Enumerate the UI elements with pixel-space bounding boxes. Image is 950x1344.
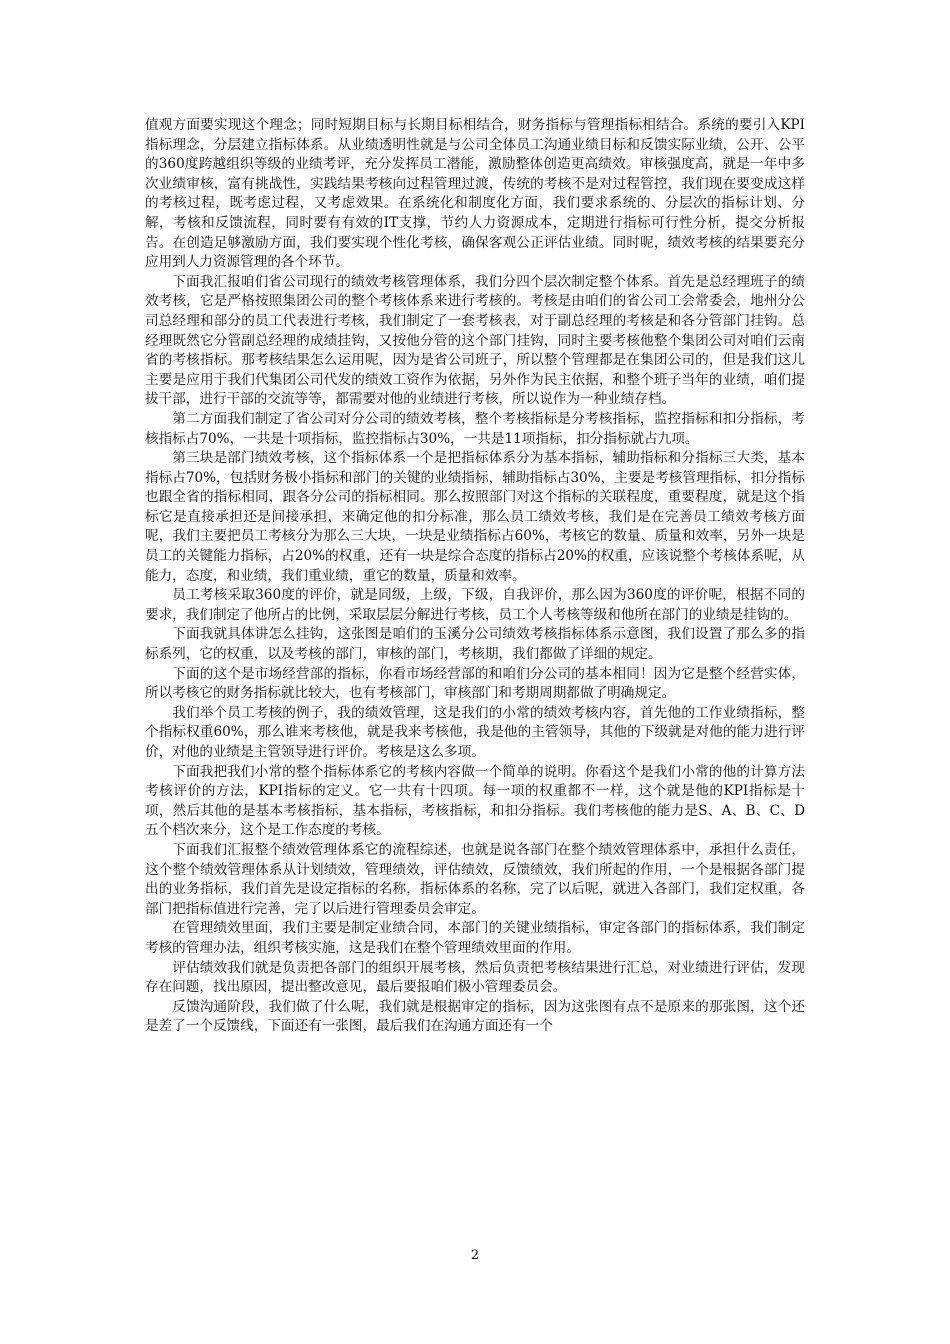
paragraph-10: 下面我们汇报整个绩效管理体系它的流程综述，也就是说各部门在整个绩效管理体系中，承担什么责任，这个整个绩效管理体系从计划绩效，管理绩效，评估绩效，反馈绩效，我们所起的作用，一个是根据各部门提出的业务指标，我们首先是设定指标的名称，指标体系的名称，完了以后呢，就进入各部门，我们定权重，各部门把指标值进行完善，完了以后进行管理委员会审定。 (145, 841, 805, 917)
paragraph-11: 在管理绩效里面，我们主要是制定业绩合同，本部门的关键业绩指标，审定各部门的指标体系，我们制定考核的管理办法，组织考核实施，这是我们在整个管理绩效里面的作用。 (145, 920, 805, 956)
paragraph-9: 下面我把我们小常的整个指标体系它的考核内容做一个简单的说明。你看这个是我们小常的他的计算方法考核评价的方法，KPI指标的定义。它一共有十四项。每一项的权重都不一样，这个就是他的KPI指标是十项，然后其他的是基本考核指标，基本指标，考核指标，和扣分指标。我们考核他的能力是S、A、B、C、D五个档次来分，这个是工作态度的考核。 (145, 763, 805, 839)
paragraph-4: 第三块是部门绩效考核，这个指标体系一个是把指标体系分为基本指标，辅助指标和分指标三大类，基本指标占70%，包括财务极小指标和部门的关键的业绩指标，辅助指标占30%，主要是考核管理指标，扣分指标也跟全省的指标相同，跟各分公司的指标相同。那么按照部门对这个指标的关联程度，重要程度，就是这个指标它是直接承担还是间接承担，来确定他的扣分标准，那么员工绩效考核，我们是在完善员工绩效考核方面呢，我们主要把员工考核分为那么三大块，一块是业绩指标占60%，考核它的数量、质量和效率，另外一块是员工的关键能力指标，占20%的权重，还有一块是综合态度的指标占20%的权重，应该说整个考核体系呢，从能力，态度，和业绩，我们重业绩，重它的数量，质量和效率。 (145, 450, 805, 584)
paragraph-1: 值观方面要实现这个理念；同时短期目标与长期目标相结合，财务指标与管理指标相结合。系统的要引入KPI指标理念，分层建立指标体系。从业绩透明性就是与公司全体员工沟通业绩目标和反馈实际业绩，公开、公平的360度跨越组织等级的业绩考评，充分发挥员工潜能，激励整体创造更高绩效。审核强度高，就是一年中多次业绩审核，富有挑战性，实践结果考核向过程管理过渡，传统的考核不是对过程管控，我们现在要变成这样的考核过程，既考虑过程，又考虑效果。在系统化和制度化方面，我们要求系统的、分层次的指标计划、分解，考核和反馈流程，同时要有有效的IT支撑，节约人力资源成本，定期进行指标可行性分析，提交分析报告。在创造足够激励方面，我们要实现个性化考核，确保客观公正评估业绩。同时呢，绩效考核的结果要充分应用到人力资源管理的各个环节。 (145, 117, 805, 271)
document-body (145, 116, 805, 1037)
paragraph-12: 评估绩效我们就是负责把各部门的组织开展考核，然后负责把考核结果进行汇总，对业绩进行评估，发现存在问题，找出原因，提出整改意见，最后要报咱们极小管理委员会。 (145, 959, 805, 996)
page-number: 2 (470, 1248, 480, 1263)
paragraph-6: 下面我就具体讲怎么挂钩，这张图是咱们的玉溪分公司绩效考核指标体系示意图，我们设置了那么多的指标系列，它的权重，以及考核的部门，审核的部门，考核期，我们都做了详细的规定。 (145, 626, 805, 663)
paragraph-3: 第二方面我们制定了省公司对分公司的绩效考核，整个考核指标是分考核指标，监控指标和扣分指标，考核指标占70%，一共是十项指标，监控指标占30%，一共是11项指标，扣分指标就占九项。 (145, 410, 805, 447)
paragraph-2: 下面我汇报咱们省公司现行的绩效考核管理体系，我们分四个层次制定整个体系。首先是总经理班子的绩效考核，它是严格按照集团公司的整个考核体系来进行考核的。考核是由咱们的省公司工会常委会，地州分公司总经理和部分的员工代表进行考核，我们制定了一套考核表，对于副总经理的考核是和各分管部门挂钩。总经理既然它分管副总经理的成绩挂钩，又按他分管的这个部门挂钩，同时主要考核他整个集团公司对咱们云南省的考核指标。那考核结果怎么运用呢，因为是省公司班子，所以整个管理都是在集团公司的，但是我们这儿主要是应用于我们代集团公司代发的绩效工资作为依据，另外作为民主依据，和整个班子当年的业绩，咱们提拔干部，进行干部的交流等等，都需要对他的业绩进行考核，所以说作为一种业绩存档。 (145, 273, 805, 408)
paragraph-5: 员工考核采取360度的评价，就是同级，上级，下级，自我评价，那么因为360度的评价呢，根据不同的要求，我们制定了他所占的比例，采取层层分解进行考核，员工个人考核等级和他所在部门的业绩是挂钩的。 (145, 587, 805, 623)
paragraph-7: 下面的这个是市场经营部的指标，你看市场经营部的和咱们分公司的基本相同！因为它是整个经营实体，所以考核它的财务指标就比较大，也有考核部门，审核部门和考期周期都做了明确规定。 (145, 665, 805, 702)
paragraph-8: 我们举个员工考核的例子，我的绩效管理，这是我们的小常的绩效考核内容，首先他的工作业绩指标，整个指标权重60%，那么谁来考核他，就是我来考核他，我是他的主管领导，其他的下级就是对他的能力进行评价，对他的业绩是主管领导进行评价。考核是这么多项。 (145, 704, 805, 760)
paragraph-13: 反馈沟通阶段，我们做了什么呢，我们就是根据审定的指标，因为这张图有点不是原来的那张图，这个还是差了一个反馈线，下面还有一张图，最后我们在沟通方面还有一个 (145, 998, 805, 1035)
